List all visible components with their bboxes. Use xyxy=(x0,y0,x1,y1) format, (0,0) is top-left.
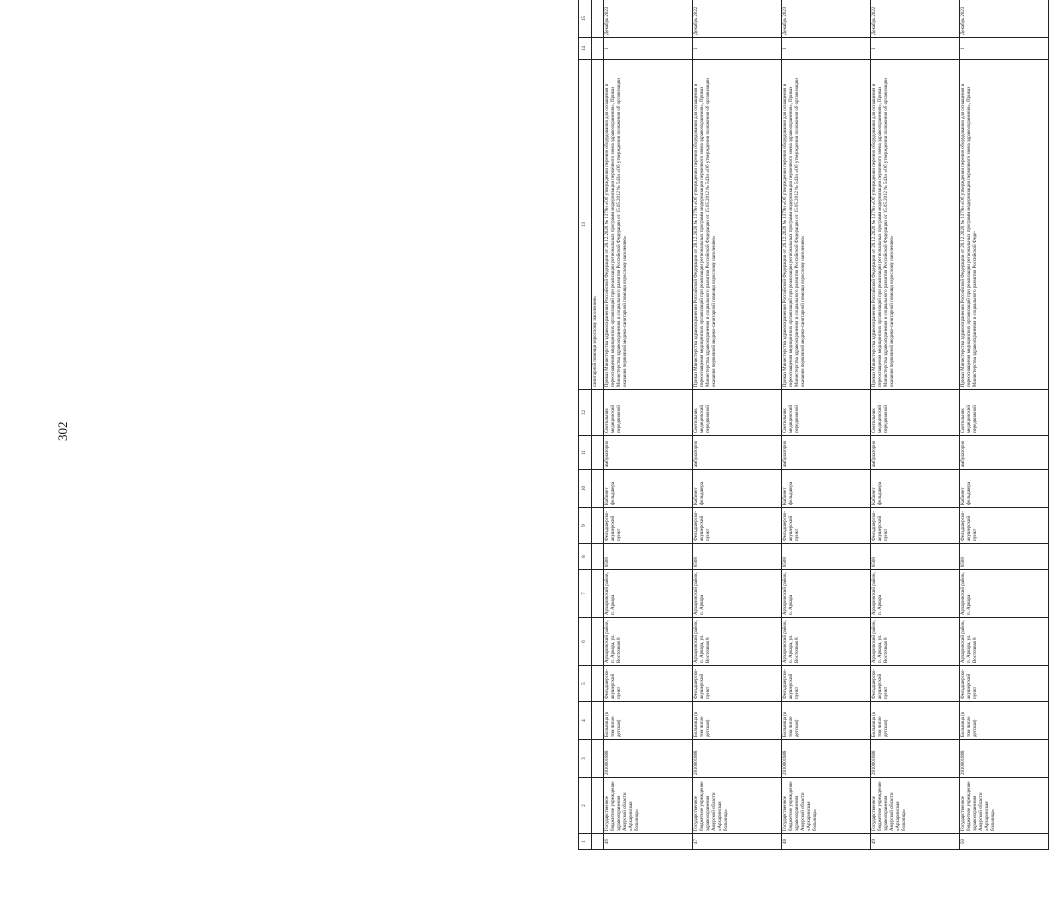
table-body xyxy=(592,0,1049,850)
care-form: амбулаторно xyxy=(693,436,782,470)
unit-type: Фельдшерско-акушерский пункт xyxy=(782,666,871,702)
organization-name: Государственное бюджетное учреждение здравоохранения Амурской области «Архаринская больница» xyxy=(782,778,871,834)
unit-type: Фельдшерско-акушерский пункт xyxy=(604,666,693,702)
unit-type-2: Фельдшерско-акушерский пункт xyxy=(871,508,960,544)
district: Архаринский район, п. Аркара xyxy=(604,570,693,618)
care-form: амбулаторно xyxy=(782,436,871,470)
room: Кабинет фельдшера xyxy=(782,470,871,508)
header-cell: 5 xyxy=(579,666,592,702)
regulation-reference: Приказ Министерства здравоохранения Российской Федерации от 28.12.2020 № 1379н «Об утверждении перечня оборудования для оснащения и переоснащения медицинских организаций при реализации региональных программ модернизации первичного звена здравоохранения», Приказ Министерства здравоохранения и социального развития Российской Федерации от 15.05.2012 № 543н «Об утверждении положения об организации оказания первичной медико-санитарной помощи взрослому населению» xyxy=(693,60,782,390)
unit-type-2: Фельдшерско-акушерский пункт xyxy=(782,508,871,544)
org-code: 2810001888 xyxy=(693,740,782,778)
document-table-area xyxy=(578,0,1048,850)
unit-type-2: Фельдшерско-акушерский пункт xyxy=(960,508,1049,544)
header-row xyxy=(579,0,592,850)
row-number: 48 xyxy=(782,834,871,850)
address: Архаринский район, п. Аркара, ул. Восточная 8 xyxy=(693,618,782,666)
unit-type-2: Фельдшерско-акушерский пункт xyxy=(693,508,782,544)
equipment-name: Светильник медицинский передвижной xyxy=(693,390,782,436)
regulation-reference: Приказ Министерства здравоохранения Российской Федерации от 28.12.2020 № 1379н «Об утверждении перечня оборудования для оснащения и переоснащения медицинских организаций при реализации региональных программ модернизации первичного звена здравоохранения», Приказ Министерства здравоохранения и социального развития Российской Федерации от 15.05.2012 № 543н «Об утверждении положения об организации оказания первичной медико-санитарной помощи взрослому населению» xyxy=(604,60,693,390)
row-number: 46 xyxy=(604,834,693,850)
row-number: 49 xyxy=(871,834,960,850)
room: Кабинет фельдшера xyxy=(871,470,960,508)
header-cell: 15 xyxy=(579,0,592,38)
org-type: Больница (в том числе детская) xyxy=(871,702,960,740)
deadline: Декабрь 2023 xyxy=(604,0,693,38)
deadline: Декабрь 2023 xyxy=(782,0,871,38)
regulation-reference: Приказ Министерства здравоохранения Российской Федерации от 28.12.2020 № 1379н «Об утверждении перечня оборудования для оснащения и переоснащения медицинских организаций при реализации региональных программ модернизации первичного звена здравоохранения», Приказ Министерства здравоохранения и социального развития Российской Феде- xyxy=(960,60,1049,390)
org-code: 2810001888 xyxy=(871,740,960,778)
table-row xyxy=(871,0,960,850)
row-number: 50 xyxy=(960,834,1049,850)
organization-name: Государственное бюджетное учреждение здравоохранения Амурской области «Архаринская больница» xyxy=(960,778,1049,834)
header-cell: 3 xyxy=(579,740,592,778)
header-cell: 13 xyxy=(579,60,592,390)
header-cell: 8 xyxy=(579,544,592,570)
room: Кабинет фельдшера xyxy=(693,470,782,508)
address: Архаринский район, п. Аркара, ул. Восточная 8 xyxy=(960,618,1049,666)
org-type: Больница (в том числе детская) xyxy=(782,702,871,740)
okato-code: 8508 xyxy=(693,544,782,570)
unit-type: Фельдшерско-акушерский пункт xyxy=(871,666,960,702)
room: Кабинет фельдшера xyxy=(960,470,1049,508)
page-number: 302 xyxy=(55,421,70,441)
okato-code: 8508 xyxy=(960,544,1049,570)
okato-code: 8508 xyxy=(604,544,693,570)
room: Кабинет фельдшера xyxy=(604,470,693,508)
deadline: Декабрь 2022 xyxy=(871,0,960,38)
quantity: 1 xyxy=(782,38,871,60)
header-cell: 12 xyxy=(579,390,592,436)
unit-type: Фельдшерско-акушерский пункт xyxy=(960,666,1049,702)
header-cell: 9 xyxy=(579,508,592,544)
deadline: Декабрь 2022 xyxy=(693,0,782,38)
care-form: амбулаторно xyxy=(960,436,1049,470)
organization-name: Государственное бюджетное учреждение здравоохранения Амурской области «Архаринская больница» xyxy=(871,778,960,834)
quantity: 1 xyxy=(960,38,1049,60)
district: Архаринский район, п. Аркара xyxy=(871,570,960,618)
equipment-table xyxy=(578,0,1049,850)
header-cell: 4 xyxy=(579,702,592,740)
org-code: 2810001888 xyxy=(960,740,1049,778)
district: Архаринский район, п. Аркара xyxy=(693,570,782,618)
table-row xyxy=(693,0,782,850)
header-cell: 11 xyxy=(579,436,592,470)
quantity: 1 xyxy=(604,38,693,60)
table-row xyxy=(960,0,1049,850)
unit-type: Фельдшерско-акушерский пункт xyxy=(693,666,782,702)
table-row xyxy=(782,0,871,850)
equipment-name: Светильник медицинский передвижной xyxy=(782,390,871,436)
care-form: амбулаторно xyxy=(871,436,960,470)
address: Архаринский район, п. Аркара, ул. Восточная 8 xyxy=(871,618,960,666)
equipment-name: Светильник медицинский передвижной xyxy=(960,390,1049,436)
address: Архаринский район, п. Аркара, ул. Восточная 8 xyxy=(782,618,871,666)
header-cell: 2 xyxy=(579,778,592,834)
continuation-row xyxy=(592,0,604,850)
continuation-text: санитарной помощи взрослому населению» xyxy=(592,60,604,390)
equipment-name: Светильник медицинский передвижной xyxy=(604,390,693,436)
unit-type-2: Фельдшерско-акушерский пункт xyxy=(604,508,693,544)
district: Архаринский район, п. Аркара xyxy=(960,570,1049,618)
header-cell: 14 xyxy=(579,38,592,60)
address: Архаринский район, п. Аркара, ул. Восточная 8 xyxy=(604,618,693,666)
org-type: Больница (в том числе детская) xyxy=(960,702,1049,740)
header-cell: 7 xyxy=(579,570,592,618)
regulation-reference: Приказ Министерства здравоохранения Российской Федерации от 28.12.2020 № 1379н «Об утверждении перечня оборудования для оснащения и переоснащения медицинских организаций при реализации региональных программ модернизации первичного звена здравоохранения», Приказ Министерства здравоохранения и социального развития Российской Федерации от 15.05.2012 № 543н «Об утверждении положения об организации оказания первичной медико-санитарной помощи взрослому населению» xyxy=(871,60,960,390)
equipment-name: Светильник медицинский передвижной xyxy=(871,390,960,436)
care-form: амбулаторно xyxy=(604,436,693,470)
district: Архаринский район, п. Аркара xyxy=(782,570,871,618)
org-type: Больница (в том числе детская) xyxy=(693,702,782,740)
header-cell: 1 xyxy=(579,834,592,850)
deadline: Декабрь 2023 xyxy=(960,0,1049,38)
regulation-reference: Приказ Министерства здравоохранения Российской Федерации от 28.12.2020 № 1379н «Об утверждении перечня оборудования для оснащения и переоснащения медицинских организаций при реализации региональных программ модернизации первичного звена здравоохранения», Приказ Министерства здравоохранения и социального развития Российской Федерации от 15.05.2012 № 543н «Об утверждении положения об организации оказания первичной медико-санитарной помощи взрослому населению» xyxy=(782,60,871,390)
okato-code: 8508 xyxy=(871,544,960,570)
header-cell: 6 xyxy=(579,618,592,666)
quantity: 1 xyxy=(871,38,960,60)
organization-name: Государственное бюджетное учреждение здравоохранения Амурской области «Архаринская больница» xyxy=(604,778,693,834)
quantity: 1 xyxy=(693,38,782,60)
org-type: Больница (в том числе детская) xyxy=(604,702,693,740)
org-code: 2810001888 xyxy=(782,740,871,778)
org-code: 2810001888 xyxy=(604,740,693,778)
header-cell: 10 xyxy=(579,470,592,508)
okato-code: 8508 xyxy=(782,544,871,570)
table-row xyxy=(604,0,693,850)
row-number: 47 xyxy=(693,834,782,850)
organization-name: Государственное бюджетное учреждение здравоохранения Амурской области «Архаринская больница» xyxy=(693,778,782,834)
